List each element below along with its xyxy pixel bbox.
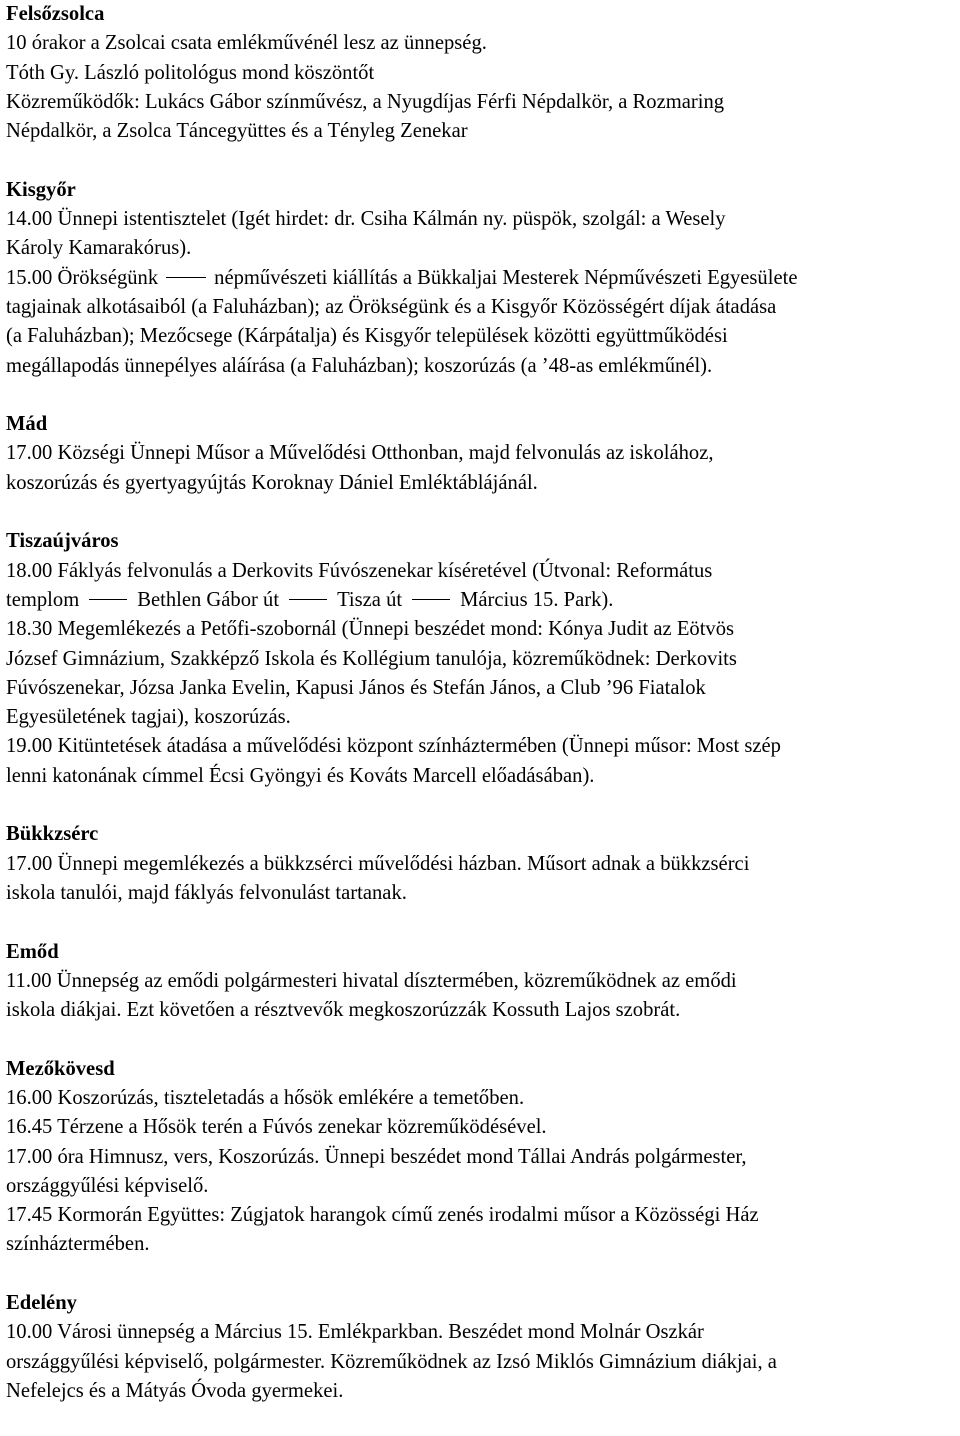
- entry-line: Egyesületének tagjai), koszorúzás.: [6, 706, 291, 729]
- section-mezokovesd: [6, 1055, 960, 1260]
- entry-line: 19.00 Kitüntetések átadása a művelődési központ színháztermében (Ünnepi műsor: Most szép: [6, 735, 781, 758]
- program-entry: [6, 850, 960, 909]
- section-title: Bükkzsérc: [6, 823, 99, 846]
- section-title: Edelény: [6, 1292, 77, 1315]
- entry-line: 17.00 óra Himnusz, vers, Koszorúzás. Ünnepi beszédet mond Tállai András polgármester,: [6, 1145, 747, 1168]
- section-title: Felsőzsolca: [6, 3, 105, 25]
- section-emod: [6, 938, 960, 1026]
- program-entry: [6, 59, 960, 88]
- program-entry: [6, 732, 960, 791]
- section-edeleny: [6, 1289, 960, 1406]
- route-stop: Március 15. Park).: [460, 588, 614, 611]
- entry-line: Károly Kamarakórus).: [6, 237, 192, 260]
- entry-line: 17.45 Kormorán Együttes: Zúgjatok harangok című zenés irodalmi műsor a Közösségi Ház: [6, 1204, 759, 1227]
- entry-line: 11.00 Ünnepség az emődi polgármesteri hivatal dísztermében, közreműködnek az emődi: [6, 969, 737, 992]
- program-entry: [6, 557, 960, 616]
- route-stop: Tisza út: [337, 588, 403, 611]
- entry-line: 18.30 Megemlékezés a Petőfi-szobornál (Ünnepi beszédet mond: Kónya Judit az Eötvös: [6, 618, 735, 641]
- route-stop: Bethlen Gábor út: [137, 588, 280, 611]
- program-entry: [6, 967, 960, 1026]
- section-title: Mezőkövesd: [6, 1057, 115, 1080]
- entry-line: országgyűlési képviselő.: [6, 1174, 209, 1197]
- entry-text: népművészeti kiállítás a Bükkaljai Mesterek Népművészeti Egyesülete: [214, 266, 798, 289]
- entry-line: József Gimnázium, Szakképző Iskola és Kollégium tanulója, közreműködnek: Derkovits: [6, 647, 737, 670]
- em-dash: [289, 599, 327, 601]
- program-entry: [6, 615, 960, 732]
- entry-line: Tóth Gy. László politológus mond köszöntőt: [6, 61, 375, 84]
- entry-line: tagjainak alkotásaiból (a Faluházban); az Örökségünk és a Kisgyőr Közösségért díjak átadása: [6, 295, 777, 318]
- route-stop: templom: [6, 588, 80, 611]
- section-title: Kisgyőr: [6, 178, 76, 201]
- program-entry: [6, 88, 960, 147]
- entry-line: iskola tanulói, majd fáklyás felvonulást tartanak.: [6, 881, 407, 904]
- entry-line: 14.00 Ünnepi istentisztelet (Igét hirdet: dr. Csiha Kálmán ny. püspök, szolgál: a Wesely: [6, 208, 726, 231]
- entry-line: [6, 264, 960, 293]
- program-entry: [6, 205, 960, 264]
- entry-line: 17.00 Ünnepi megemlékezés a bükkzsérci művelődési házban. Műsort adnak a bükkzsérci: [6, 852, 750, 875]
- section-felsozsolca: [6, 0, 960, 146]
- entry-text: 15.00 Örökségünk: [6, 266, 159, 289]
- entry-line: 16.45 Térzene a Hősök terén a Fúvós zenekar közreműködésével.: [6, 1116, 547, 1139]
- entry-line: (a Faluházban); Mezőcsege (Kárpátalja) és Kisgyőr települések közötti együttműködési: [6, 325, 728, 348]
- program-entry: [6, 1143, 960, 1202]
- program-entry: [6, 1113, 960, 1142]
- program-entry: [6, 29, 960, 58]
- program-entry: [6, 1084, 960, 1113]
- entry-line: 18.00 Fáklyás felvonulás a Derkovits Fúvószenekar kíséretével (Útvonal: Református: [6, 559, 713, 582]
- entry-line: 10.00 Városi ünnepség a Március 15. Emlékparkban. Beszédet mond Molnár Oszkár: [6, 1321, 704, 1344]
- entry-line: lenni katonának címmel Écsi Gyöngyi és Kováts Marcell előadásában).: [6, 764, 595, 787]
- program-entry: [6, 1318, 960, 1406]
- em-dash: [89, 599, 127, 601]
- entry-line: iskola diákjai. Ezt követően a résztvevők megkoszorúzzák Kossuth Lajos szobrát.: [6, 999, 681, 1022]
- program-entry: [6, 439, 960, 498]
- entry-line: 16.00 Koszorúzás, tiszteletadás a hősök emlékére a temetőben.: [6, 1086, 525, 1109]
- entry-line: 10 órakor a Zsolcai csata emlékművénél lesz az ünnepség.: [6, 32, 487, 55]
- entry-line: Nefelejcs és a Mátyás Óvoda gyermekei.: [6, 1379, 344, 1402]
- section-title: Emőd: [6, 940, 59, 963]
- entry-line: színháztermében.: [6, 1233, 150, 1256]
- entry-line: Fúvószenekar, Józsa Janka Evelin, Kapusi János és Stefán János, a Club ’96 Fiatalok: [6, 676, 706, 699]
- section-bukkzserc: [6, 820, 960, 908]
- section-mad: [6, 410, 960, 498]
- entry-line: koszorúzás és gyertyagyújtás Koroknay Dániel Emléktáblájánál.: [6, 471, 538, 494]
- entry-line: országgyűlési képviselő, polgármester. Közreműködnek az Izsó Miklós Gimnázium diákjai, a: [6, 1350, 777, 1373]
- entry-line: megállapodás ünnepélyes aláírása (a Faluházban); koszorúzás (a ’48-as emlékműnél).: [6, 354, 713, 377]
- section-kisgyor: [6, 176, 960, 381]
- entry-line: 17.00 Községi Ünnepi Műsor a Művelődési Otthonban, majd felvonulás az iskolához,: [6, 442, 714, 465]
- program-entry: [6, 1201, 960, 1260]
- em-dash: [412, 599, 450, 601]
- section-tiszaujvaros: [6, 527, 960, 791]
- entry-line: Népdalkör, a Zsolca Táncegyüttes és a Tényleg Zenekar: [6, 120, 468, 143]
- document-page: [6, 0, 960, 1436]
- section-title: Tiszaújváros: [6, 530, 119, 553]
- section-title: Mád: [6, 413, 48, 436]
- entry-line: Közreműködők: Lukács Gábor színművész, a Nyugdíjas Férfi Népdalkör, a Rozmaring: [6, 90, 725, 113]
- program-entry: [6, 264, 960, 381]
- entry-line: [6, 586, 960, 615]
- em-dash: [166, 277, 206, 279]
